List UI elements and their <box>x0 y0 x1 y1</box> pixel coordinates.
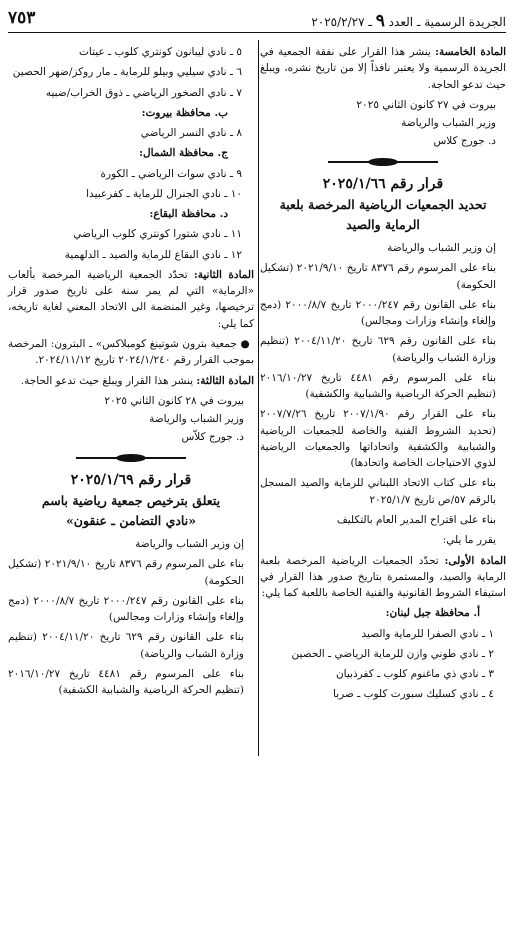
article-5-text: ينشر هذا القرار على نفقة الجمعية في الجريدة الرسمية ولا يعتبر نافذاً إلا من تاريخ نشره، ويبلغ حيث تدعو الحاجة. <box>260 46 506 91</box>
page-header <box>8 6 506 33</box>
gazette-title <box>311 11 506 31</box>
basis-item: بناء على القرار رقم ٢٠٠٧/١/٩٠ تاريخ ٢٠٠٧/٧/٢٦ (تحديد الشروط الفنية والخاصة للجمعيات الرياضية والشبابية والكشفية واتحاداتها والجمعيات الرياضية لذوي الاحتياجات الخاصة واتحادها) <box>260 408 496 470</box>
gazette-prefix: الجريدة الرسمية ـ العدد <box>388 15 506 29</box>
decides-line: يقرر ما يلي: <box>442 534 496 547</box>
club-item: ٤ ـ نادي كسليك سبورت كلوب ـ صربا <box>333 688 494 701</box>
club-item: ٩ ـ نادي سوات الرياضي ـ الكورة <box>100 167 242 180</box>
region-heading: ب. محافظة بيروت: <box>141 106 228 119</box>
club-item: ٧ ـ نادي الصخور الرياضي ـ ذوق الخراب/ضبيه <box>45 86 242 99</box>
column-divider <box>258 40 259 756</box>
section-separator <box>328 158 438 166</box>
club-item: ١١ ـ نادي شتورا كونتري كلوب الرياضي <box>73 228 242 241</box>
decision-66-title: قرار رقم ٢٠٢٥/١/٦٦ <box>322 175 444 192</box>
basis-item: بناء على القانون رقم ٢٠٠٠/٢٤٧ تاريخ ٢٠٠٠/٨/٧ (دمج وإلغاء وإنشاء وزارات ومجالس) <box>8 594 244 624</box>
decision-69-title: قرار رقم ٢٠٢٥/١/٦٩ <box>70 471 192 488</box>
decision-66-subtitle: تحديد الجمعيات الرياضية المرخصة بلعبة الرماية والصيد <box>279 197 487 232</box>
club-item: ٥ ـ نادي ليبانون كونتري كلوب ـ عيتات <box>79 46 242 58</box>
basis-item: بناء على القانون رقم ٢٠٠٠/٢٤٧ تاريخ ٢٠٠٠/٨/٧ (دمج وإلغاء وإنشاء وزارات ومجالس) <box>260 298 496 328</box>
article-1-text: تحدّد الجمعيات الرياضية المرخصة بلعبة الرماية والصيد، والمستمرة بتاريخ صدور هذا القرار في استيفاء الشروط القانونية والفنية الخاصة باللعبة كما يلي: <box>260 554 506 600</box>
club-item: ٣ ـ نادي ذي ماغنوم كلوب ـ كفرذبيان <box>335 668 494 681</box>
basis-item: بناء على المرسوم رقم ٨٣٧٦ تاريخ ٢٠٢١/٩/١٠ (تشكيل الحكومة) <box>8 558 244 587</box>
basis-item: بناء على المرسوم رقم ٨٣٧٦ تاريخ ٢٠٢١/٩/١٠ (تشكيل الحكومة) <box>260 262 496 291</box>
left-column <box>8 44 254 702</box>
article-1 <box>260 553 506 602</box>
article-2-bullet <box>8 336 254 369</box>
club-item: ٢ ـ نادي طوني وازن للرماية الرياضي ـ الحصين <box>291 647 494 660</box>
basis-item: بناء على المرسوم رقم ٤٤٨١ تاريخ ٢٠١٦/١٠/٢٧ (تنظيم الحركة الرياضية والشبابية والكشفية) <box>260 371 496 401</box>
article-2 <box>8 267 254 332</box>
decision-69-club-name: «نادي التضامن ـ عنقون» <box>65 512 197 528</box>
region-heading: أ. محافظة جبل لبنان: <box>385 607 480 620</box>
issue-date: ـ ٢٠٢٥/٢/٢٧ <box>311 15 372 29</box>
club-item: ٨ ـ نادي النسر الرياضي <box>140 127 242 140</box>
article-3 <box>8 373 254 389</box>
article-2-label: المادة الثانية: <box>193 268 254 281</box>
signature-place-date: بيروت في ٢٧ كانون الثاني ٢٠٢٥ <box>356 98 496 111</box>
region-heading: د. محافظة البقاع: <box>149 208 228 221</box>
basis-item: بناء على كتاب الاتحاد اللبناني للرماية والصيد المسجل بالرقم ٥٧/ص تاريخ ٢٠٢٥/١/٧ <box>260 477 496 506</box>
signature-block-2 <box>8 393 254 446</box>
basis-item: بناء على القانون رقم ٦٢٩ تاريخ ٢٠٠٤/١١/٢٠ (تنظيم وزارة الشباب والرياضة) <box>260 335 496 364</box>
basis-item: بناء على القانون رقم ٦٢٩ تاريخ ٢٠٠٤/١١/٢٠ (تنظيم وزارة الشباب والرياضة) <box>8 631 244 660</box>
decision-69-subtitle: يتعلق بترخيص جمعية رياضية باسم <box>41 493 221 509</box>
section-separator <box>76 454 186 462</box>
basis-item: بناء على المرسوم رقم ٤٤٨١ تاريخ ٢٠١٦/١٠/٢٧ (تنظيم الحركة الرياضية والشبابية الكشفية) <box>8 667 244 697</box>
article-2-bullet-text: جمعية بترون شوتينغ كومبلاكس» ـ البترون: المرخصة بموجب القرار رقم ٢٠٢٤/١/٢٤٠ تاريخ ٢٠٢٤/١١/١٢. <box>8 337 254 367</box>
club-item: ١ ـ نادي الصفرا للرماية والصيد <box>361 627 494 640</box>
signature-place-date: بيروت في ٢٨ كانون الثاني ٢٠٢٥ <box>104 394 244 407</box>
club-item: ١٠ ـ نادي الجنرال للرماية ـ كفرعبيدا <box>86 187 242 200</box>
signature-name: د. جورج كلاّس <box>181 431 244 444</box>
article-3-text: ينشر هذا القرار ويبلغ حيث تدعو الحاجة. <box>20 374 194 387</box>
article-5-label: المادة الخامسة: <box>435 46 506 58</box>
signature-block-1 <box>260 97 506 150</box>
basis-item: بناء على اقتراح المدير العام بالتكليف <box>336 514 496 527</box>
right-column <box>260 44 506 707</box>
page-number: ٧٥٣ <box>8 8 36 28</box>
decision-66-intro: إن وزير الشباب والرياضة <box>387 242 496 255</box>
signature-office: وزير الشباب والرياضة <box>149 413 244 426</box>
issue-number: ٩ <box>375 11 385 31</box>
club-item: ٦ ـ نادي سيليي وبيلو للرماية ـ مار روكز/ضهر الحصين <box>12 66 242 79</box>
article-3-label: المادة الثالثة: <box>196 374 254 387</box>
article-5 <box>260 44 506 93</box>
region-heading: ج. محافظة الشمال: <box>139 147 228 160</box>
article-1-label: المادة الأولى: <box>444 554 507 567</box>
decision-69-intro: إن وزير الشباب والرياضة <box>135 538 244 551</box>
signature-office: وزير الشباب والرياضة <box>401 117 496 130</box>
club-item: ١٢ ـ نادي البقاع للرماية والصيد ـ الدلهمية <box>64 248 242 261</box>
signature-name: د. جورج كلاس <box>433 135 496 148</box>
article-2-text: تحدّد الجمعية الرياضية المرخصة بألعاب «الرماية» التي لم يمر سنة على تاريخ صدور قرار ترخيصها، وغير المنضمة الى الاتحاد المعني لغاية تاريخه، كما يلي: <box>8 268 254 330</box>
bullet-icon: ● <box>240 337 251 350</box>
